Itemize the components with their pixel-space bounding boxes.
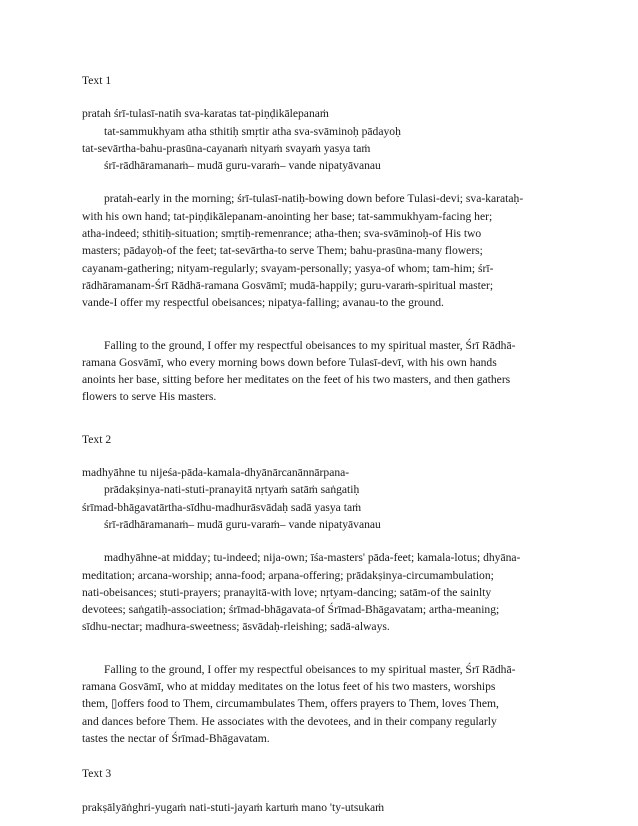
synonyms-line: masters; pādayoḥ-of the feet; tat-sevārtha-to serve Them; bahu-prasūna-many flowers; bbox=[82, 244, 483, 258]
translation-line: flowers to serve His masters. bbox=[82, 390, 217, 404]
text-1-heading: Text 1 bbox=[82, 74, 112, 87]
translation-line: tastes the nectar of Śrīmad-Bhāgavatam. bbox=[82, 731, 270, 745]
text-2-synonyms bbox=[82, 549, 598, 635]
text-1-verse bbox=[82, 105, 598, 174]
translation-line: ramana Gosvāmī, who every morning bows down before Tulasī-devī, with his own hands bbox=[82, 355, 497, 369]
verse-line: tat-sevārtha-bahu-prasūna-cayanaṁ nityaṁ svayaṁ yasya taṁ bbox=[82, 141, 371, 155]
translation-line: Falling to the ground, I offer my respectful obeisances to my spiritual master, Śrī Rādhā- bbox=[104, 338, 516, 352]
synonyms-line: devotees; saṅgatiḥ-association; śrīmad-bhāgavata-of Śrīmad-Bhāgavatam; artha-meaning; bbox=[82, 603, 500, 617]
verse-line: madhyāhne tu nijeśa-pāda-kamala-dhyānārcanānnārpana- bbox=[82, 466, 350, 480]
text-1-translation bbox=[82, 337, 598, 406]
verse-line: śrī-rādhāramanaṁ– mudā guru-varaṁ– vande nipatyāvanau bbox=[104, 517, 381, 531]
synonyms-line: rādhāramanam-Śrī Rādhā-ramana Gosvāmī; mudā-happily; guru-varaṁ-spiritual master; bbox=[82, 278, 494, 292]
text-3-section bbox=[82, 765, 598, 816]
synonyms-line: sīdhu-nectar; madhura-sweetness; āsvādaḥ-rleishing; sadā-always. bbox=[82, 620, 390, 634]
synonyms-line: with his own hand; tat-piṇḍikālepanam-anointing her base; tat-sammukhyam-facing her; bbox=[82, 209, 493, 223]
translation-line: Falling to the ground, I offer my respectful obeisances to my spiritual master, Śrī Rādhā- bbox=[104, 662, 516, 676]
verse-line: śrī-rādhāramanaṁ– mudā guru-varaṁ– vande nipatyāvanau bbox=[104, 159, 381, 173]
translation-line: ramana Gosvāmī, who at midday meditates on the lotus feet of his two masters, worships bbox=[82, 680, 496, 694]
text-2-verse bbox=[82, 464, 598, 533]
text-3-heading: Text 3 bbox=[82, 767, 112, 781]
synonyms-line: meditation; arcana-worship; anna-food; arpana-offering; prādakṣinya-circumambulation; bbox=[82, 568, 494, 582]
text-2-section bbox=[82, 431, 598, 747]
synonyms-line: pratah-early in the morning; śrī-tulasī-natiḥ-bowing down before Tulasi-devi; sva-karataḥ- bbox=[104, 192, 524, 206]
synonyms-line: atha-indeed; sthitiḥ-situation; smṛtiḥ-remenrance; atha-then; sva-svāminoḥ-of His two bbox=[82, 227, 482, 241]
synonyms-line: cayanam-gathering; nityam-regularly; svayam-personally; yasya-of whom; tam-him; śrī- bbox=[82, 261, 494, 275]
text-1-section bbox=[82, 72, 598, 406]
synonyms-line: nati-obeisances; stuti-prayers; pranayitā-with love; nṛtyam-dancing; satām-of the sainlty bbox=[82, 585, 492, 599]
verse-line: prakṣālyāṅghri-yugaṁ nati-stuti-jayaṁ kartuṁ mano 'ty-utsukaṁ bbox=[82, 800, 385, 814]
verse-line: tat-sammukhyam atha sthitiḥ smṛtir atha sva-svāminoḥ pādayoḥ bbox=[104, 124, 401, 138]
text-3-verse bbox=[82, 799, 598, 816]
translation-line: anoints her base, sitting before her meditates on the feet of his two masters, and then gathers bbox=[82, 373, 511, 387]
translation-line: them, ▯offers food to Them, circumambulates Them, offers prayers to Them, loves Them, bbox=[82, 697, 499, 711]
text-2-heading: Text 2 bbox=[82, 432, 112, 446]
synonyms-line: vande-I offer my respectful obeisances; nipatya-falling; avanau-to the ground. bbox=[82, 296, 444, 310]
translation-line: and dances before Them. He associates with the devotees, and in their company regularly bbox=[82, 714, 497, 728]
synonyms-line: madhyāhne-at midday; tu-indeed; nija-own; īśa-masters' pāda-feet; kamala-lotus; dhyāna- bbox=[104, 551, 521, 565]
text-2-translation bbox=[82, 661, 598, 747]
text-1-synonyms bbox=[82, 190, 598, 311]
verse-line: prādakṣinya-nati-stuti-pranayitā nṛtyaṁ satāṁ saṅgatiḥ bbox=[104, 483, 360, 497]
verse-line: śrīmad-bhāgavatārtha-sīdhu-madhurāsvādaḥ sadā yasya taṁ bbox=[82, 500, 362, 514]
verse-line: pratah śrī-tulasī-natih sva-karatas tat-piṇḍikālepanaṁ bbox=[82, 107, 329, 121]
